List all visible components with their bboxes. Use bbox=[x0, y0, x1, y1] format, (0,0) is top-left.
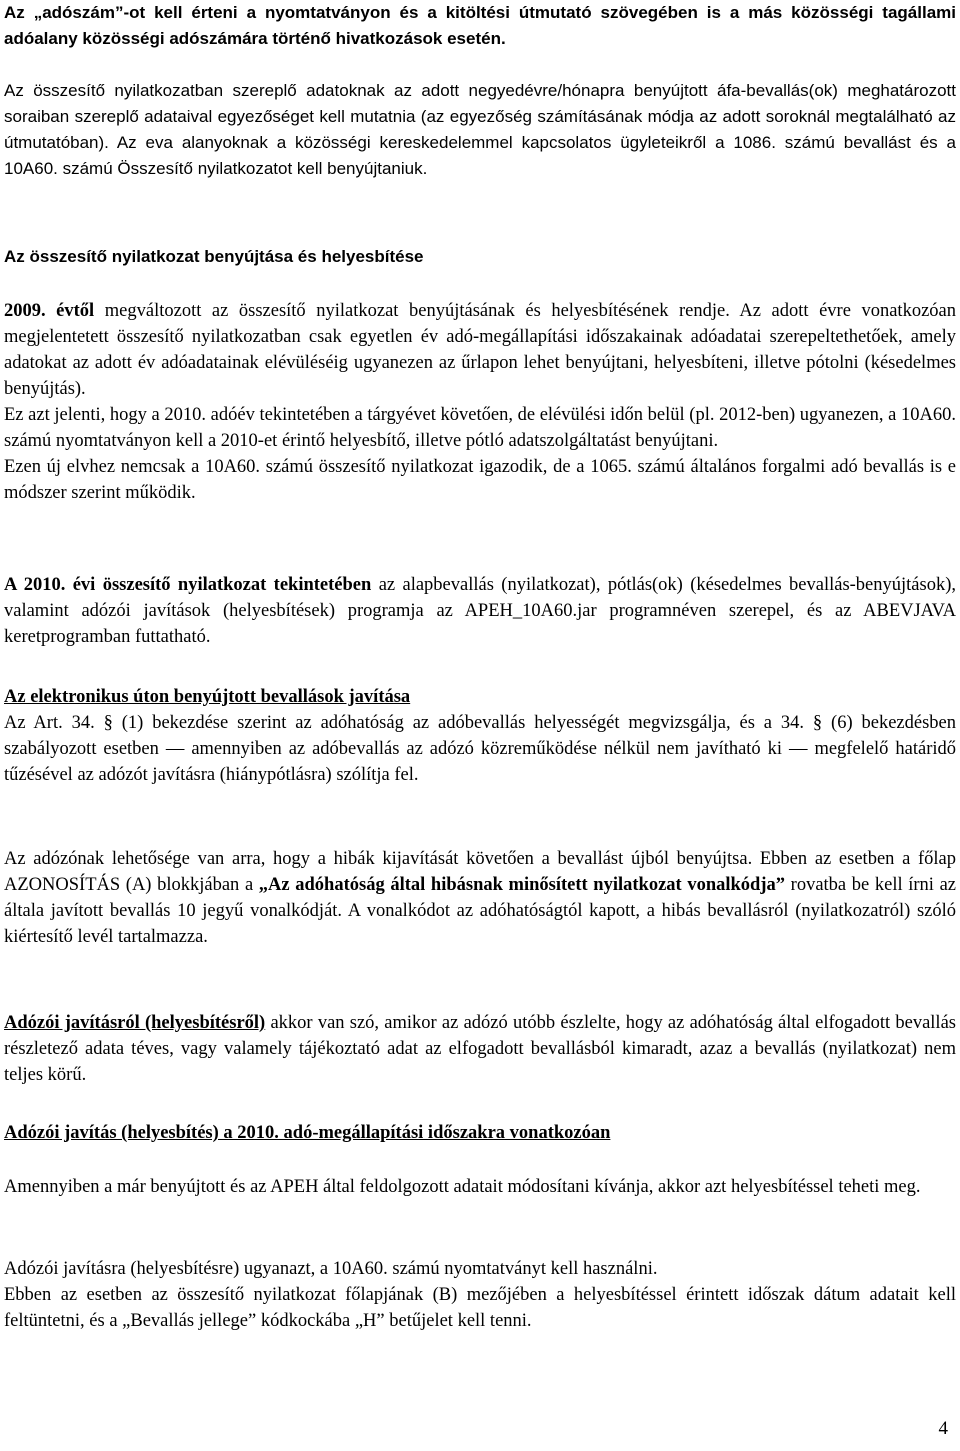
paragraph-adozoi bbox=[4, 1010, 956, 1088]
paragraph-amennyiben: Amennyiben a már benyújtott és az APEH által feldolgozott adatait módosítani kívánja, akkor azt helyesbítéssel teheti meg. bbox=[4, 1177, 921, 1197]
paragraph-2010-bold: A 2010. évi összesítő nyilatkozat tekintetében bbox=[4, 575, 372, 595]
page-number: 4 bbox=[938, 1418, 948, 1439]
heading-adozoi-2010: Adózói javítás (helyesbítés) a 2010. adó-megállapítási időszakra vonatkozóan bbox=[4, 1123, 611, 1143]
paragraph-lehetoseg-text1: Az adózónak lehetősége van arra, hogy a hibák kijavítását követően a bevallást újból benyújtsa. Ebben az esetben a főlap AZONOSÍTÁS (A) blokkjában a bbox=[4, 849, 956, 895]
heading-elektronikus: Az elektronikus úton benyújtott bevallások javítása bbox=[4, 687, 411, 707]
paragraph-adozoi-bold: Adózói javításról (helyesbítésről) bbox=[4, 1013, 266, 1033]
paragraph-lehetoseg bbox=[4, 846, 956, 950]
paragraph-2010 bbox=[4, 572, 956, 650]
paragraph-2009 bbox=[4, 298, 956, 506]
paragraph-ebben: Ebben az esetben az összesítő nyilatkozat főlapjának (B) mezőjében a helyesbítéssel érintett időszak dátum adatait kell feltüntetni, és a „Bevallás jellege” kódkockába „H” betűjelet kell tenni. bbox=[4, 1285, 956, 1331]
paragraph-2009-example: Ez azt jelenti, hogy a 2010. adóév tekintetében a tárgyévet követően, de elévülési időn belül (pl. 2012-ben) ugyanezen, a 10A60. számú nyomtatványon kell a 2010-et érintő helyesbítő, illetve pótló adatszolgáltatást benyújtani. bbox=[4, 405, 956, 451]
paragraph-2009-rule: Ezen új elvhez nemcsak a 10A60. számú összesítő nyilatkozat igazodik, de a 1065. számú általános forgalmi adó bevallás is e módszer szerint működik. bbox=[4, 457, 956, 503]
year-2009-label: 2009. évtől bbox=[4, 301, 95, 321]
intro-paragraph: Az „adószám”-ot kell érteni a nyomtatványon és a kitöltési útmutató szövegében is a más közösségi tagállami adóalany közösségi adószámára történő hivatkozások esetén. bbox=[4, 3, 956, 48]
heading-benyujtas: Az összesítő nyilatkozat benyújtása és helyesbítése bbox=[4, 247, 424, 266]
paragraph-lehetoseg-text2: rovatba be kell írni az általa javított bevallás 10 jegyű vonalkódját. A vonalkódot az adóhatóságtól kapott, a hibás bevallásról (nyilatkozatról) szóló kiértesítő levél tartalmazza. bbox=[4, 875, 956, 947]
paragraph-adozoi-text: akkor van szó, amikor az adózó utóbb észlelte, hogy az adóhatóság által elfogadott bevallás részletező adata téves, vagy valamely tájékoztató adat az elfogadott bevallásból kimaradt, azaz a bevallás (nyilatkozat) nem teljes körű. bbox=[4, 1013, 956, 1085]
paragraph-lehetoseg-bold: „Az adóhatóság által hibásnak minősített nyilatkozat vonalkódja” bbox=[258, 875, 786, 895]
paragraph-2010-text: az alapbevallás (nyilatkozat), pótlás(ok) (késedelmes bevallás-benyújtások), valamint adózói javítások (helyesbítések) programja az APEH_10A60.jar programnéven szerepel, és az ABEVJAVA keretprogramban futtatható. bbox=[4, 575, 956, 647]
paragraph-2009-text: megváltozott az összesítő nyilatkozat benyújtásának és helyesbítésének rendje. Az adott évre vonatkozóan megjelentetett összesítő nyilatkozatban csak egyetlen év adó-megállapítási időszakainak adóadatai szerepeltethetőek, amely adatokat az adott év adóadatainak elévüléséig ugyanezen az űrlapon lehet benyújtani, helyesbíteni, illetve pótolni (késedelmes benyújtás). bbox=[4, 301, 956, 399]
paragraph-ugyanezt: Adózói javításra (helyesbítésre) ugyanazt, a 10A60. számú nyomtatványt kell használni. bbox=[4, 1259, 658, 1279]
osszesito-paragraph: Az összesítő nyilatkozatban szereplő adatoknak az adott negyedévre/hónapra benyújtott áfa-bevallás(ok) meghatározott soraiban szereplő adataival egyezőséget kell mutatnia (az egyezőség számításának módja az adott soroknál megtalálható az útmutatóban). Az eva alanyoknak a közösségi kereskedelemmel kapcsolatos ügyleteikről a 1086. számú bevallást és a 10A60. számú Összesítő nyilatkozatot kell benyújtaniuk. bbox=[4, 81, 956, 178]
paragraph-art34: Az Art. 34. § (1) bekezdése szerint az adóhatóság az adóbevallás helyességét megvizsgálja, és a 34. § (6) bekezdésben szabályozott esetben — amennyiben az adóbevallás az adózó közreműködése nélkül nem javítható ki — megfelelő határidő tűzésével az adózót javításra (hiánypótlásra) szólítja fel. bbox=[4, 713, 956, 785]
